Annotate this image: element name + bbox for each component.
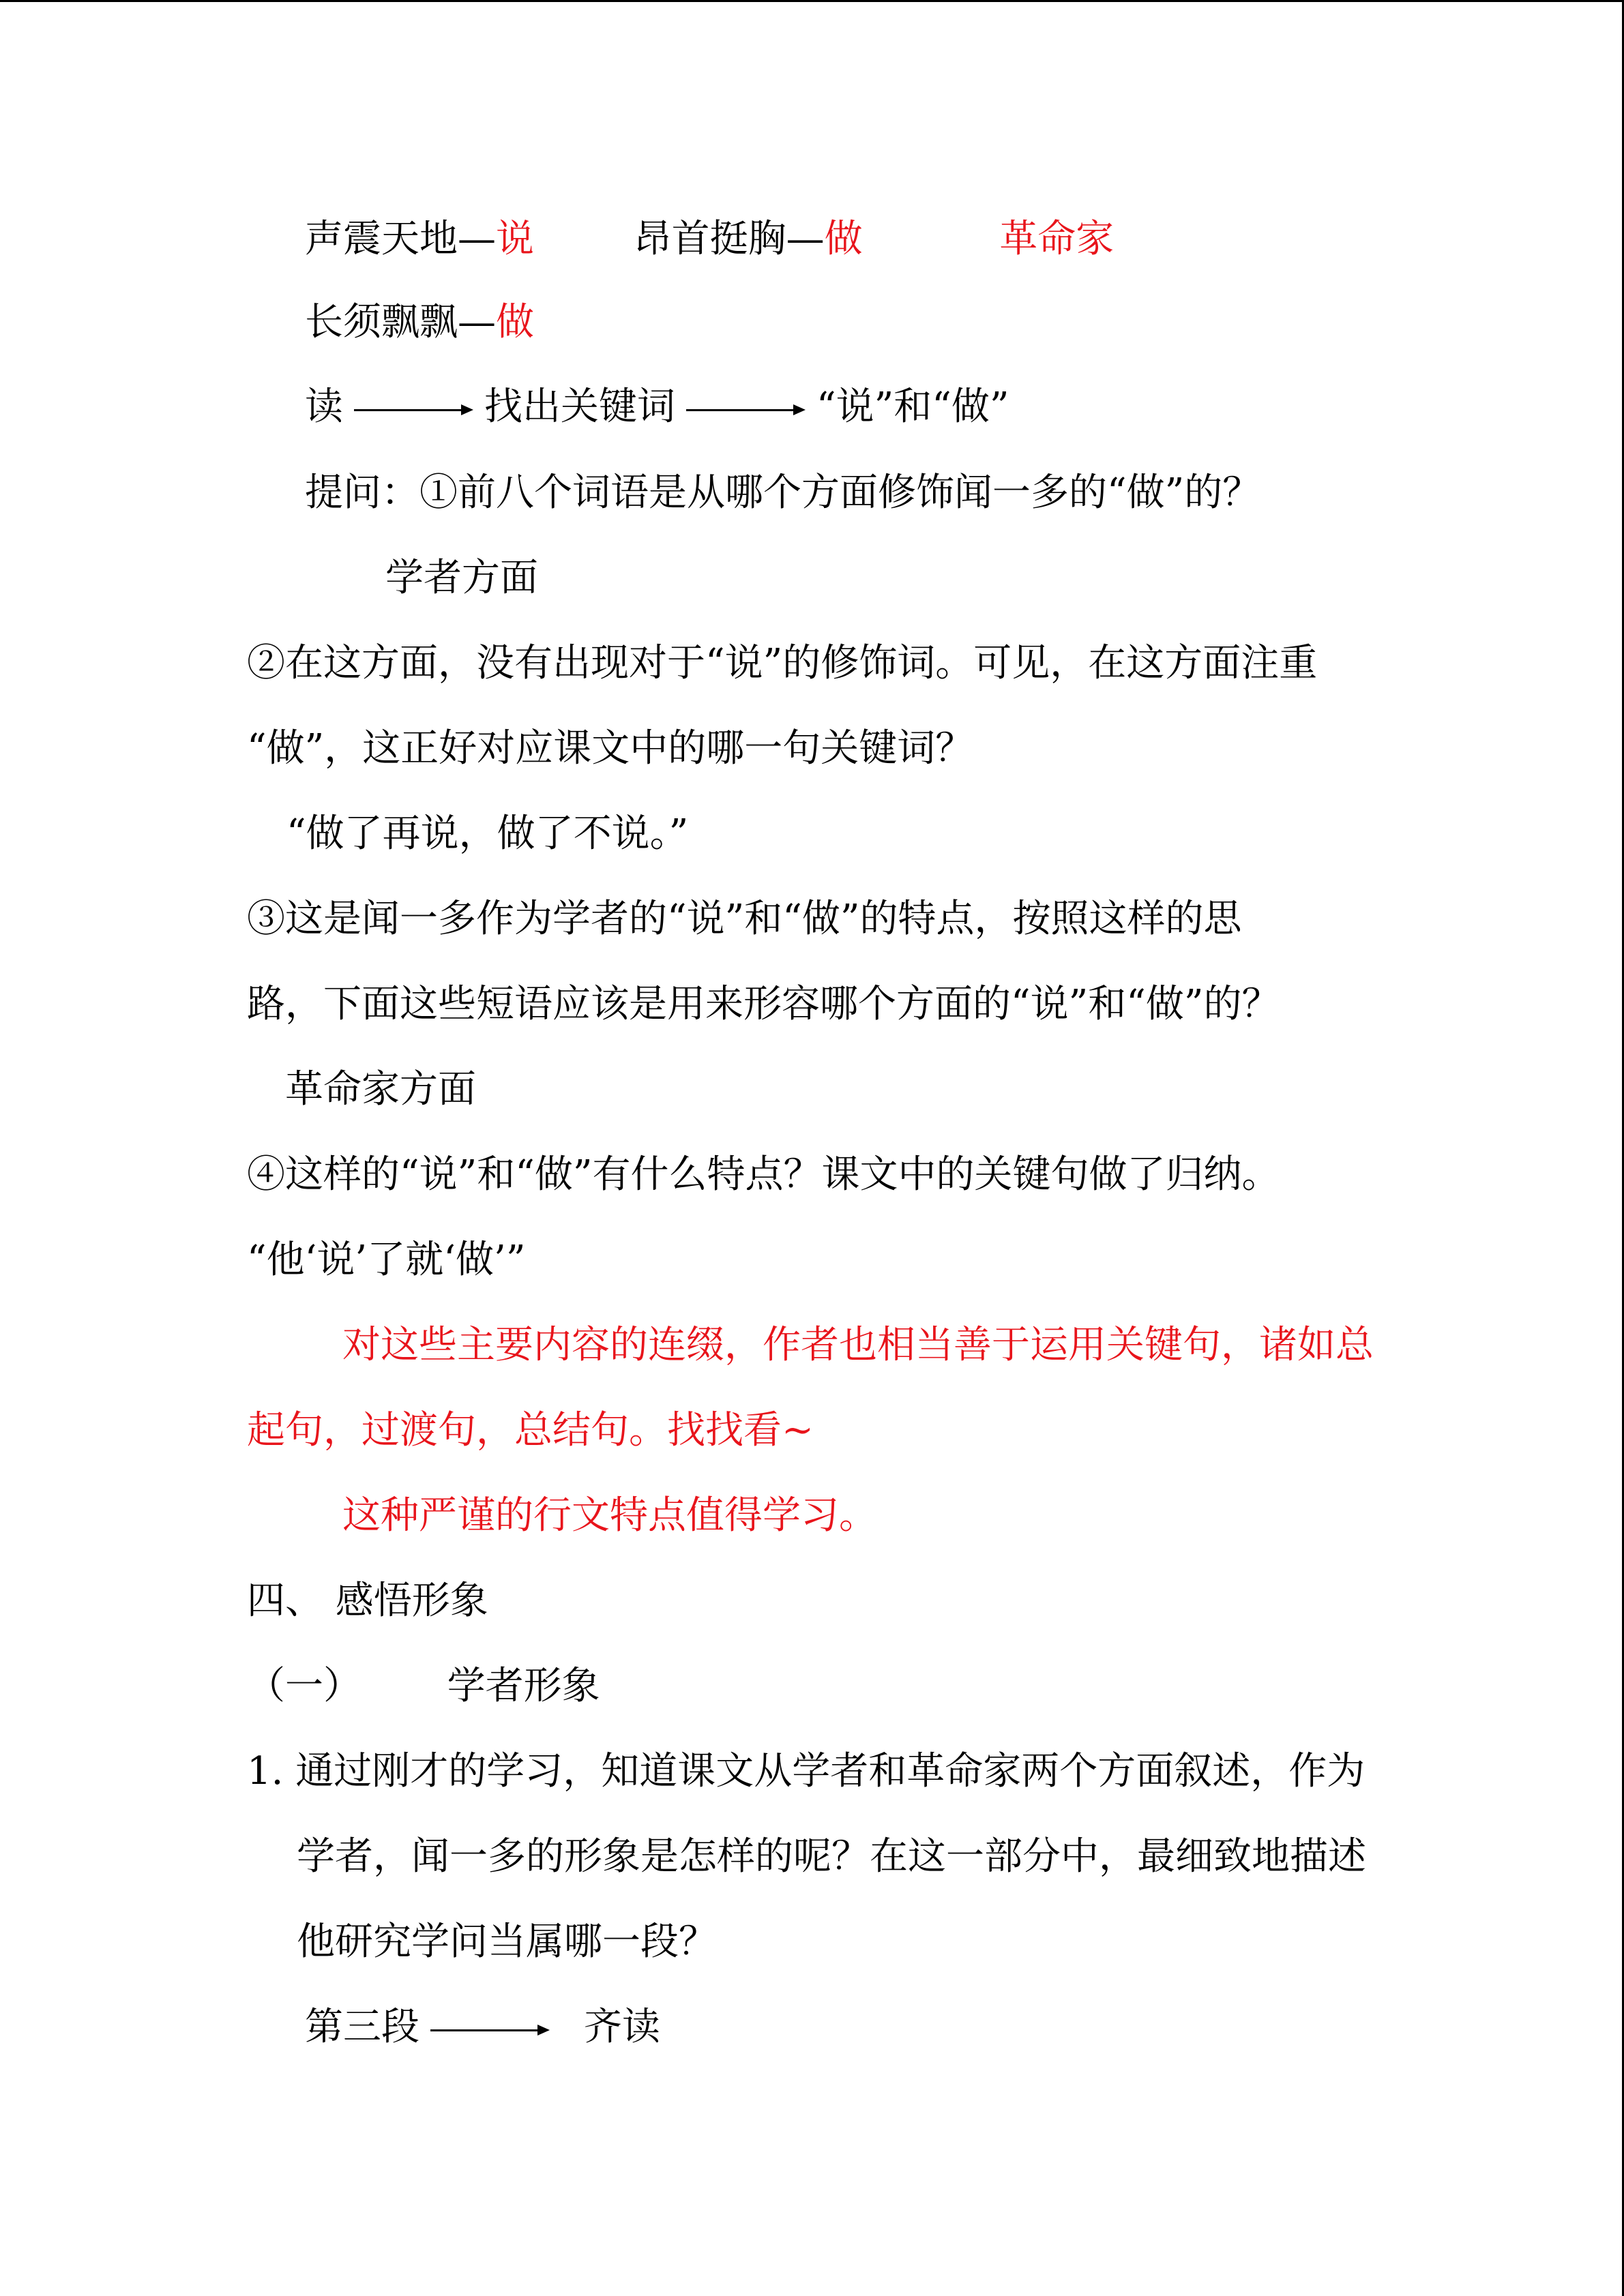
- line-16: [342, 1492, 877, 1540]
- arrow-right-icon: [430, 2023, 550, 2037]
- note-writing-style: 这种严谨的行文特点值得学习。: [342, 1493, 877, 1538]
- line-14: [342, 1322, 1374, 1369]
- line-5: [385, 554, 538, 602]
- line-1: [305, 215, 1114, 263]
- question-2-part1: ②在这方面，没有出现对于“说”的修饰词。可见，在这方面注重: [247, 641, 1318, 685]
- line-8: [286, 810, 688, 858]
- line-13: [247, 1236, 525, 1284]
- question-3-part2: 路，下面这些短语应该是用来形容哪个方面的“说”和“做”的？: [247, 982, 1280, 1026]
- line-11: [285, 1066, 476, 1114]
- arrow-right-icon: [686, 403, 806, 417]
- phrase-angshou: 昂首挺胸—: [633, 217, 825, 261]
- line-6: [247, 640, 1317, 687]
- answer-quote-2: “他‘说’了就‘做’”: [247, 1238, 526, 1282]
- item-1-part1: 1. 通过刚才的学习，知道课文从学者和革命家两个方面叙述，作为: [247, 1749, 1365, 1793]
- question-4: ④这样的“说”和“做”有什么特点？课文中的关键句做了归纳。: [247, 1152, 1280, 1197]
- item-1-part2: 学者，闻一多的形象是怎样的呢？在这一部分中，最细致地描述: [297, 1834, 1366, 1879]
- answer-read-together: 齐读: [584, 2005, 660, 2049]
- line-2: [305, 299, 534, 346]
- line-22: [305, 2003, 660, 2051]
- phrase-shengzhen-tag: 说: [496, 217, 534, 261]
- label-revolutionary: 革命家: [999, 217, 1114, 261]
- step-keywords: 找出关键词: [484, 385, 675, 429]
- item-1-part3: 他研究学问当属哪一段？: [297, 1920, 717, 1964]
- section-heading-4: 四、 感悟形象: [247, 1579, 488, 1623]
- answer-paragraph-3: 第三段: [305, 2005, 419, 2049]
- step-read: 读: [305, 385, 343, 429]
- phrase-angshou-tag: 做: [824, 217, 863, 261]
- step-say-do: “说”和“做”: [816, 385, 1009, 429]
- line-4: [305, 469, 1260, 517]
- answer-revolutionary: 革命家方面: [285, 1067, 476, 1112]
- page-border-top: [0, 0, 1624, 2]
- phrase-shengzhen: 声震天地—: [305, 217, 496, 261]
- phrase-changxu-tag: 做: [496, 300, 534, 344]
- note-key-sentences-2: 起句，过渡句，总结句。找找看~: [247, 1408, 814, 1452]
- line-19: [247, 1748, 1365, 1795]
- arrow-right-icon: [354, 403, 473, 417]
- answer-quote-1: “做了再说，做了不说。”: [286, 811, 689, 856]
- question-1: 提问：①前八个词语是从哪个方面修饰闻一多的“做”的？: [305, 471, 1261, 515]
- line-7: [247, 725, 973, 773]
- line-21: [297, 1918, 717, 1966]
- line-9: [247, 895, 1242, 943]
- line-3: [305, 383, 1009, 431]
- line-17: [247, 1577, 488, 1625]
- line-20: [297, 1833, 1366, 1881]
- line-10: [247, 981, 1280, 1028]
- question-2-part2: “做”，这正好对应课文中的哪一句关键词？: [247, 726, 974, 771]
- phrase-changxu: 长须飘飘—: [305, 300, 496, 344]
- note-key-sentences-1: 对这些主要内容的连缀，作者也相当善于运用关键句，诸如总: [342, 1323, 1374, 1367]
- subsection-number: （一）: [247, 1664, 361, 1708]
- line-15: [247, 1407, 814, 1455]
- subsection-title: 学者形象: [447, 1664, 600, 1708]
- question-3-part1: ③这是闻一多作为学者的“说”和“做”的特点，按照这样的思: [247, 897, 1242, 941]
- answer-scholar: 学者方面: [385, 556, 538, 600]
- line-12: [247, 1151, 1280, 1199]
- line-18: [247, 1663, 600, 1710]
